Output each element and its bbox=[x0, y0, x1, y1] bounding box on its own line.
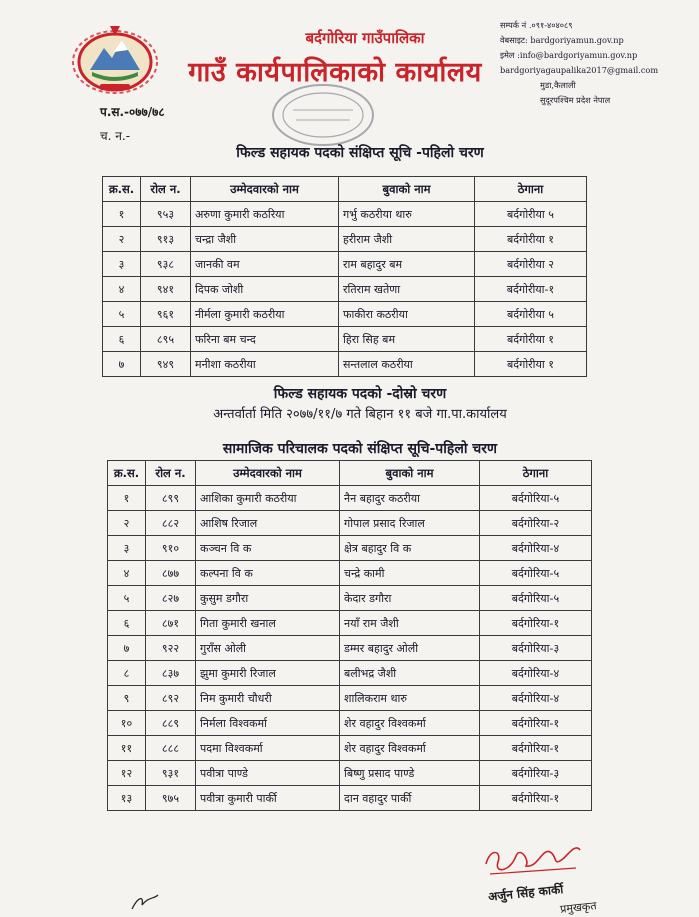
roll-number-cell: ९६१ bbox=[141, 302, 191, 327]
roll-number-cell: ८२७ bbox=[146, 586, 196, 611]
table-row bbox=[103, 227, 587, 252]
table-row bbox=[103, 202, 587, 227]
address-cell: बर्दगोरीया ५ bbox=[475, 202, 587, 227]
serial-cell: ८ bbox=[108, 661, 146, 686]
table-row bbox=[103, 352, 587, 377]
roll-number-cell: ८९९ bbox=[146, 486, 196, 511]
serial-cell: १ bbox=[103, 202, 141, 227]
candidate-name-cell: कञ्चन वि क bbox=[196, 536, 340, 561]
roll-number-cell: ८९५ bbox=[141, 327, 191, 352]
candidate-name-cell: आशिष रिजाल bbox=[196, 511, 340, 536]
candidate-name-cell: निर्मला विश्वकर्मा bbox=[196, 711, 340, 736]
candidate-name-cell: चन्द्रा जैशी bbox=[191, 227, 339, 252]
father-name-cell: डम्मर बहादुर ओली bbox=[340, 636, 480, 661]
table-row bbox=[103, 327, 587, 352]
father-name-cell: हरीराम जैशी bbox=[339, 227, 475, 252]
roll-number-cell: ८८९ bbox=[146, 711, 196, 736]
candidate-name-cell: निम कुमारी चौधरी bbox=[196, 686, 340, 711]
contact-block bbox=[500, 18, 690, 108]
father-name-cell: राम बहादुर बम bbox=[339, 252, 475, 277]
candidate-name-cell: जानकी वम bbox=[191, 252, 339, 277]
interview-note: अन्तर्वार्ता मिति २०७७/११/७ गते बिहान ११ बजे गा.पा.कार्यालय bbox=[213, 407, 507, 422]
contact-website: वेबसाइट: bardgoriyamun.gov.np bbox=[500, 35, 624, 45]
address-header: ठेगाना bbox=[480, 461, 592, 486]
father-name-cell: बिष्णु प्रसाद पाण्डे bbox=[340, 761, 480, 786]
serial-cell: १० bbox=[108, 711, 146, 736]
address-cell: बर्दगोरिया-१ bbox=[480, 611, 592, 636]
social-mobilizer-table bbox=[107, 460, 592, 811]
table-row bbox=[108, 586, 592, 611]
father-name-cell: नयाँ राम जैशी bbox=[340, 611, 480, 636]
roll-number-cell: ९७५ bbox=[146, 786, 196, 811]
table-row bbox=[103, 252, 587, 277]
serial-cell: ३ bbox=[108, 536, 146, 561]
father-name-cell: हिरा सिह बम bbox=[339, 327, 475, 352]
contact-location: मुडा,कैलाली bbox=[540, 80, 576, 90]
serial-cell: ६ bbox=[108, 611, 146, 636]
candidate-name-cell: गुराँस ओली bbox=[196, 636, 340, 661]
table-row bbox=[108, 486, 592, 511]
margin-scribble-icon bbox=[130, 893, 160, 910]
candidate-name-cell: पवीत्रा पाण्डे bbox=[196, 761, 340, 786]
roll-header: रोल न. bbox=[146, 461, 196, 486]
address-cell: बर्दगोरीया २ bbox=[475, 252, 587, 277]
roll-number-cell: ८३७ bbox=[146, 661, 196, 686]
candidate-name-cell: गिता कुमारी खनाल bbox=[196, 611, 340, 636]
serial-cell: २ bbox=[103, 227, 141, 252]
father-name-cell: बलीभद्र जैशी bbox=[340, 661, 480, 686]
candidate-name-cell: आशिका कुमारी कठरीया bbox=[196, 486, 340, 511]
roll-number-cell: ९५३ bbox=[141, 202, 191, 227]
address-cell: बर्दगोरीया ५ bbox=[475, 302, 587, 327]
roll-header: रोल न. bbox=[141, 177, 191, 202]
address-cell: बर्दगोरिया-३ bbox=[480, 636, 592, 661]
address-cell: बर्दगोरीया-१ bbox=[475, 277, 587, 302]
table-row bbox=[103, 302, 587, 327]
section1-title: फिल्ड सहायक पदको संक्षिप्त सूचि -पहिलो चरण bbox=[236, 145, 484, 161]
address-cell: बर्दगोरिया-५ bbox=[480, 586, 592, 611]
address-cell: बर्दगोरिया-१ bbox=[480, 736, 592, 761]
reference-number: प.स.-०७७/७८ bbox=[100, 105, 165, 119]
table-row bbox=[103, 277, 587, 302]
office-stamp-icon bbox=[268, 80, 378, 150]
father-name-cell: क्षेत्र बहादुर वि क bbox=[340, 536, 480, 561]
contact-province: सुदूरपश्चिम प्रदेश नेपाल bbox=[540, 95, 611, 105]
address-cell: बर्दगोरिया-५ bbox=[480, 486, 592, 511]
handwritten-signature-icon bbox=[480, 838, 590, 878]
candidate-name-cell: फरिना बम चन्द bbox=[191, 327, 339, 352]
father-name-cell: दान वहादुर पार्की bbox=[340, 786, 480, 811]
section2-title: फिल्ड सहायक पदको -दोस्रो चरण bbox=[273, 386, 447, 402]
father-name-cell: रतिराम खतेणा bbox=[339, 277, 475, 302]
candidate-name-header: उम्मेदवारको नाम bbox=[191, 177, 339, 202]
office-title: गाउँ कार्यपालिकाको कार्यालय bbox=[188, 57, 482, 88]
address-cell: बर्दगोरिया-२ bbox=[480, 511, 592, 536]
table-header-row bbox=[103, 177, 587, 202]
section3-title: सामाजिक परिचालक पदको संक्षिप्त सूचि-पहिलो चरण bbox=[222, 441, 498, 457]
address-cell: बर्दगोरीया १ bbox=[475, 352, 587, 377]
serial-cell: ७ bbox=[103, 352, 141, 377]
candidate-name-cell: कल्पना वि क bbox=[196, 561, 340, 586]
father-name-cell: शेर वहादुर विश्वकर्मा bbox=[340, 711, 480, 736]
table-row bbox=[108, 511, 592, 536]
serial-header: क्र.स. bbox=[108, 461, 146, 486]
table-row bbox=[108, 786, 592, 811]
municipality-name: बर्दगोरिया गाउँपालिका bbox=[305, 29, 425, 47]
roll-number-cell: ९१० bbox=[146, 536, 196, 561]
candidate-name-cell: पवीत्रा कुमारी पार्की bbox=[196, 786, 340, 811]
serial-cell: ७ bbox=[108, 636, 146, 661]
serial-cell: २ bbox=[108, 511, 146, 536]
address-cell: बर्दगोरिया-१ bbox=[480, 711, 592, 736]
roll-number-cell: ८८२ bbox=[146, 511, 196, 536]
serial-cell: ४ bbox=[103, 277, 141, 302]
roll-number-cell: ९१३ bbox=[141, 227, 191, 252]
father-name-cell: गर्भु कठरीया थारु bbox=[339, 202, 475, 227]
candidate-name-header: उम्मेदवारको नाम bbox=[196, 461, 340, 486]
address-cell: बर्दगोरिया-४ bbox=[480, 686, 592, 711]
roll-number-cell: ८९२ bbox=[146, 686, 196, 711]
field-assistant-table bbox=[102, 176, 587, 377]
father-name-cell: सन्तलाल कठरीया bbox=[339, 352, 475, 377]
serial-cell: ६ bbox=[103, 327, 141, 352]
signer-name: अर्जुन सिंह कार्की bbox=[487, 882, 564, 904]
signer-designation: प्रमुखकृत bbox=[559, 899, 598, 916]
roll-number-cell: ९२२ bbox=[146, 636, 196, 661]
father-name-cell: नैन बहादुर कठरीया bbox=[340, 486, 480, 511]
candidate-name-cell: अरुणा कुमारी कठरिया bbox=[191, 202, 339, 227]
father-name-cell: शालिकराम थारु bbox=[340, 686, 480, 711]
serial-cell: १२ bbox=[108, 761, 146, 786]
table-row bbox=[108, 561, 592, 586]
roll-number-cell: ९४९ bbox=[141, 352, 191, 377]
serial-cell: १ bbox=[108, 486, 146, 511]
candidate-name-cell: मनीशा कठरीया bbox=[191, 352, 339, 377]
candidate-name-cell: पदमा विश्वकर्मा bbox=[196, 736, 340, 761]
father-name-cell: फाकीरा कठरीया bbox=[339, 302, 475, 327]
contact-email-secondary: bardgoriyagaupalika2017@gmail.com bbox=[500, 65, 659, 75]
candidate-name-cell: नीर्मला कुमारी कठरीया bbox=[191, 302, 339, 327]
contact-phone: सम्पर्क नं .०९१-४०४०८९ bbox=[500, 20, 573, 30]
address-cell: बर्दगोरिया-३ bbox=[480, 761, 592, 786]
candidate-name-cell: दिपक जोशी bbox=[191, 277, 339, 302]
address-cell: बर्दगोरिया-४ bbox=[480, 536, 592, 561]
serial-cell: ५ bbox=[108, 586, 146, 611]
father-name-header: बुवाको नाम bbox=[339, 177, 475, 202]
contact-email: इमेल :info@bardgoriyamun.gov.np bbox=[500, 50, 638, 60]
dispatch-number: च. न.- bbox=[100, 129, 131, 143]
father-name-cell: केदार डगौरा bbox=[340, 586, 480, 611]
table-row bbox=[108, 711, 592, 736]
table-row bbox=[108, 636, 592, 661]
serial-cell: ४ bbox=[108, 561, 146, 586]
table-row bbox=[108, 661, 592, 686]
father-name-cell: चन्द्रे कामी bbox=[340, 561, 480, 586]
roll-number-cell: ८७७ bbox=[146, 561, 196, 586]
address-cell: बर्दगोरिया-५ bbox=[480, 561, 592, 586]
roll-number-cell: ९४१ bbox=[141, 277, 191, 302]
table-row bbox=[108, 536, 592, 561]
serial-cell: ९ bbox=[108, 686, 146, 711]
table-row bbox=[108, 736, 592, 761]
table-row bbox=[108, 761, 592, 786]
table-row bbox=[108, 686, 592, 711]
roll-number-cell: ८८८ bbox=[146, 736, 196, 761]
serial-cell: ५ bbox=[103, 302, 141, 327]
address-cell: बर्दगोरीया १ bbox=[475, 327, 587, 352]
roll-number-cell: ९३८ bbox=[141, 252, 191, 277]
roll-number-cell: ८७१ bbox=[146, 611, 196, 636]
address-cell: बर्दगोरीया १ bbox=[475, 227, 587, 252]
serial-cell: ३ bbox=[103, 252, 141, 277]
table-header-row bbox=[108, 461, 592, 486]
table-row bbox=[108, 611, 592, 636]
candidate-name-cell: कुसुम डगौरा bbox=[196, 586, 340, 611]
serial-header: क्र.स. bbox=[103, 177, 141, 202]
father-name-header: बुवाको नाम bbox=[340, 461, 480, 486]
father-name-cell: गोपाल प्रसाद रिजाल bbox=[340, 511, 480, 536]
candidate-name-cell: झुमा कुमारी रिजाल bbox=[196, 661, 340, 686]
serial-cell: ११ bbox=[108, 736, 146, 761]
nepal-emblem-icon bbox=[70, 22, 160, 94]
address-header: ठेगाना bbox=[475, 177, 587, 202]
serial-cell: १३ bbox=[108, 786, 146, 811]
father-name-cell: शेर वहादुर विश्वकर्मा bbox=[340, 736, 480, 761]
roll-number-cell: ९३१ bbox=[146, 761, 196, 786]
address-cell: बर्दगोरिया-१ bbox=[480, 786, 592, 811]
address-cell: बर्दगोरिया-४ bbox=[480, 661, 592, 686]
